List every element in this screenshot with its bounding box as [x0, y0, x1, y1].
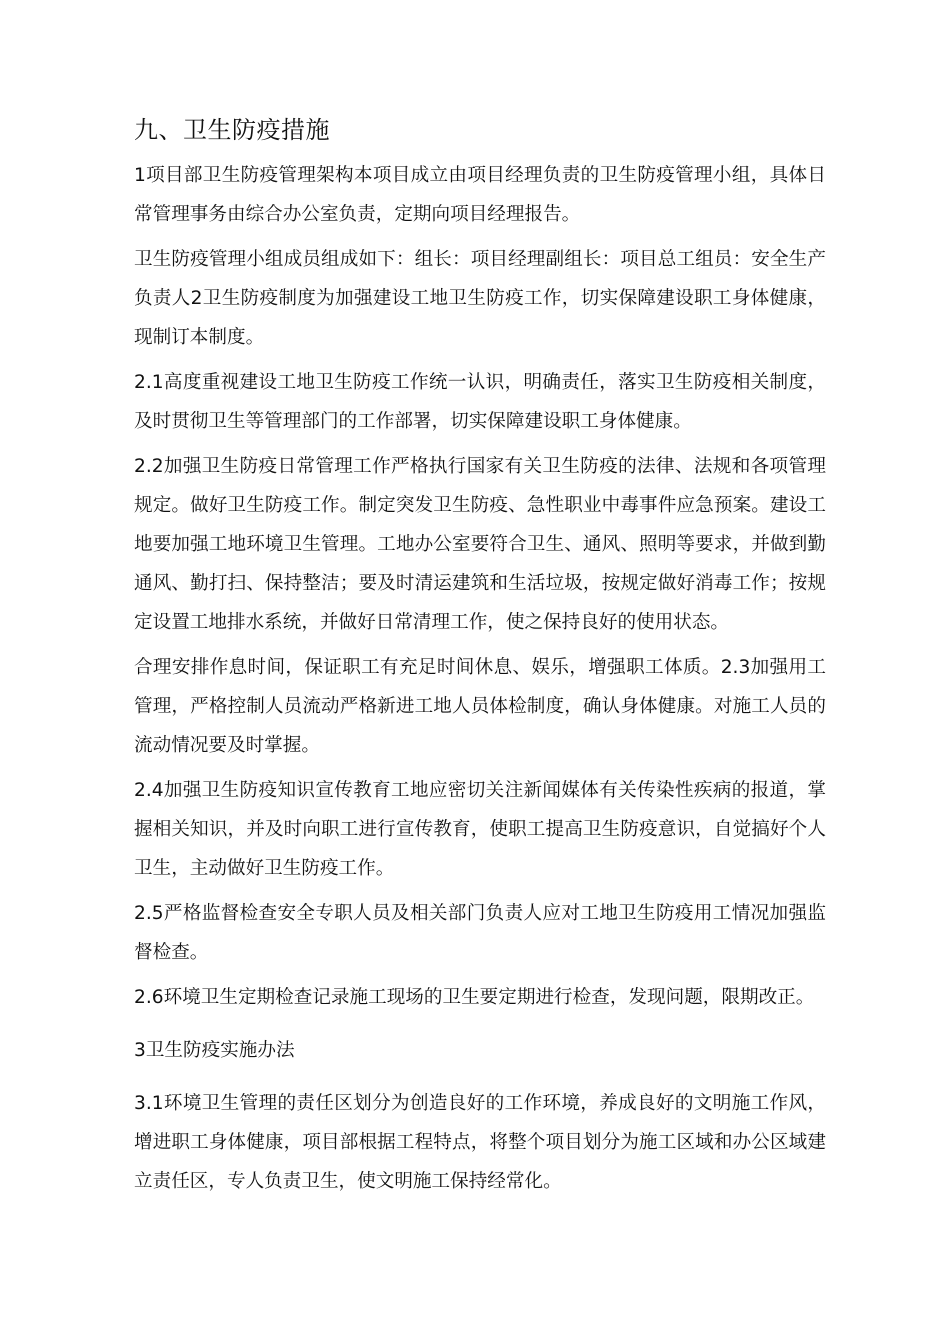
paragraph-2-2: 2.2加强卫生防疫日常管理工作严格执行国家有关卫生防疫的法律、法规和各项管理规定。做好卫生防疫工作。制定突发卫生防疫、急性职业中毒事件应急预案。建设工地要加强工地环境卫生管理。工地办公室要符合卫生、通风、照明等要求，并做到勤通风、勤打扫、保持整洁；要及时清运建筑和生活垃圾，按规定做好消毒工作；按规定设置工地排水系统，并做好日常清理工作，使之保持良好的使用状态。 — [134, 456, 826, 633]
subheading-3: 3卫生防疫实施办法 — [134, 1040, 295, 1061]
section-heading: 九、卫生防疫措施 — [134, 116, 330, 144]
paragraph-2-3: 合理安排作息时间，保证职工有充足时间休息、娱乐，增强职工体质。2.3加强用工管理，严格控制人员流动严格新进工地人员体检制度，确认身体健康。对施工人员的流动情况要及时掌握。 — [134, 657, 826, 756]
paragraph-2-6: 2.6环境卫生定期检查记录施工现场的卫生要定期进行检查，发现问题，限期改正。 — [134, 987, 815, 1008]
paragraph-project-structure: 1项目部卫生防疫管理架构本项目成立由项目经理负责的卫生防疫管理小组，具体日常管理事务由综合办公室负责，定期向项目经理报告。 — [134, 165, 826, 225]
paragraph-2-1: 2.1高度重视建设工地卫生防疫工作统一认识，明确责任，落实卫生防疫相关制度，及时贯彻卫生等管理部门的工作部署，切实保障建设职工身体健康。 — [134, 372, 826, 432]
document-body — [134, 112, 826, 1201]
paragraph-2-4: 2.4加强卫生防疫知识宣传教育工地应密切关注新闻媒体有关传染性疾病的报道，掌握相关知识，并及时向职工进行宣传教育，使职工提高卫生防疫意识，自觉搞好个人卫生，主动做好卫生防疫工作。 — [134, 780, 826, 879]
paragraph-2-5: 2.5严格监督检查安全专职人员及相关部门负责人应对工地卫生防疫用工情况加强监督检查。 — [134, 903, 826, 963]
paragraph-team-members: 卫生防疫管理小组成员组成如下：组长：项目经理副组长：项目总工组员：安全生产负责人2卫生防疫制度为加强建设工地卫生防疫工作，切实保障建设职工身体健康，现制订本制度。 — [134, 249, 826, 348]
paragraph-3-1: 3.1环境卫生管理的责任区划分为创造良好的工作环境，养成良好的文明施工作风，增进职工身体健康，项目部根据工程特点，将整个项目划分为施工区域和办公区域建立责任区，专人负责卫生，使文明施工保持经常化。 — [134, 1093, 826, 1192]
